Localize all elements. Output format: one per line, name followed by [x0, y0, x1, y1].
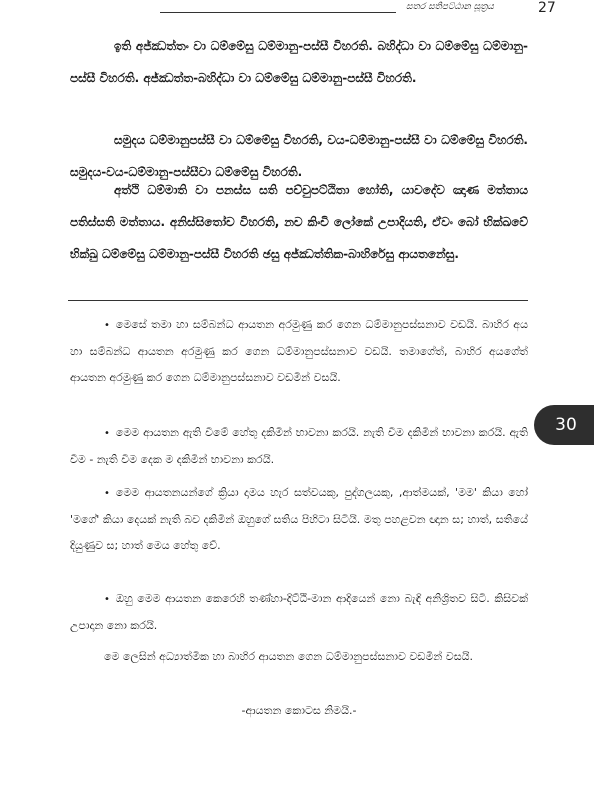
- page-header: [0, 0, 594, 18]
- commentary-final-text: මෙ ලෙසින් අධ්‍යාත්මික හා බාහිර ආයතන ගෙන ධම්මානුපස්සනාව වඩමින් වසයි.: [104, 650, 474, 663]
- bullet-icon: •: [104, 488, 110, 499]
- commentary-text-2: මෙම ආයතන ඇති වීමේ හේතු දකිමින් භාවනා කරයි. නැති වීම දකිමින් භාවනා කරයි. ඇති වීම - නැති වීම දෙක ම දකිමින් භාවනා කරයි.: [70, 426, 528, 466]
- commentary-bullet-4: [70, 586, 528, 639]
- commentary-text-3: මෙම ආයතනයන්ගේ ක්‍රියා දාමය හැර සත්වයකු, පුද්ගලයකු, ,ආත්මයක්, 'මම' කියා හෝ 'මගේ' කියා දෙයක් නැති බව දකිමින් ඔහුගේ සතිය පිහිටා සිටියි. මතු පහළවන ඥාන ස; හාත්, සතියේ දියුණුව ස; හාත් මෙය හේතු වේ.: [70, 486, 528, 552]
- commentary-text-1: මෙසේ තමා හා සම්බන්ධ ආයතන අරමුණු කර ගෙන ධම්මානුපස්සනාව වඩයි. බාහිර අය හා සම්බන්ධ ආයතන අරමුණු කර ගෙන ධම්මානුපස්සනාව වඩයි. තමාගේත්, බාහිර අයගේත් ආයතන අරමුණු කර ගෙන ධම්මානුපස්සනාව වඩමින් වසයි.: [70, 318, 528, 384]
- bullet-icon: •: [104, 594, 110, 605]
- section-divider: [68, 300, 528, 301]
- pali-text-3: අත්ථි ධම්මාති වා පනස්ස සති පච්චුපට්ඨිතා හෝති, යාවදේව ඤාණ මත්තාය පතිස්සති මත්තාය. අනිස්සිතෝච විහරති, නච කිංචි ලෝකේ උපාදියති, ඒවං බෝ භික්ඛවේ භික්ඛු ධම්මේසු ධම්මානු-පස්සී විහරති ඡසු අජ්ඣත්තික-බාහිරේසු ආයතනේසු.: [70, 183, 528, 261]
- commentary-bullet-3: [70, 480, 528, 559]
- bullet-icon: •: [104, 320, 110, 331]
- page-number: 27: [538, 0, 556, 16]
- commentary-final-paragraph: [70, 644, 528, 670]
- pali-paragraph-3: [70, 174, 528, 270]
- header-title: සතර සතිපට්ඨාන සූත්‍රය: [406, 2, 494, 12]
- bullet-icon: •: [104, 428, 110, 439]
- section-closing: -ආයතන කොටස නිමයි.-: [241, 704, 357, 717]
- pali-text-2: සමුදය ධම්මානුපස්සී වා ධම්මේසු විහරති, වය-ධම්මානු-පස්සී වා ධම්මේසු විහරති. සමුදය-වය-ධම්මානු-පස්සීවා ධම්මේසු විහරති.: [70, 133, 528, 179]
- commentary-text-4: ඔහු මෙම ආයතන කෙරෙහි තණ්හා-දිට්ඨි-මාන ආදියෙන් නො බැඳි අනිශ්‍රිතව සිටී. කිසිවක් උපාදාන නො කරයි.: [70, 592, 528, 632]
- pali-paragraph-1: [70, 30, 528, 94]
- pali-text-1: ඉති අජ්ඣත්තං වා ධම්මේසු ධම්මානු-පස්සී විහරති. බහිද්ධා වා ධම්මේසු ධම්මානු-පස්සී විහරති. අජ්ඣත්ත-බහිද්ධා වා ධම්මේසු ධම්මානු-පස්සී විහරති.: [70, 39, 528, 85]
- commentary-bullet-2: [70, 420, 528, 473]
- header-rule: [160, 12, 396, 13]
- chapter-tab: 30: [534, 405, 594, 445]
- commentary-bullet-1: [70, 312, 528, 391]
